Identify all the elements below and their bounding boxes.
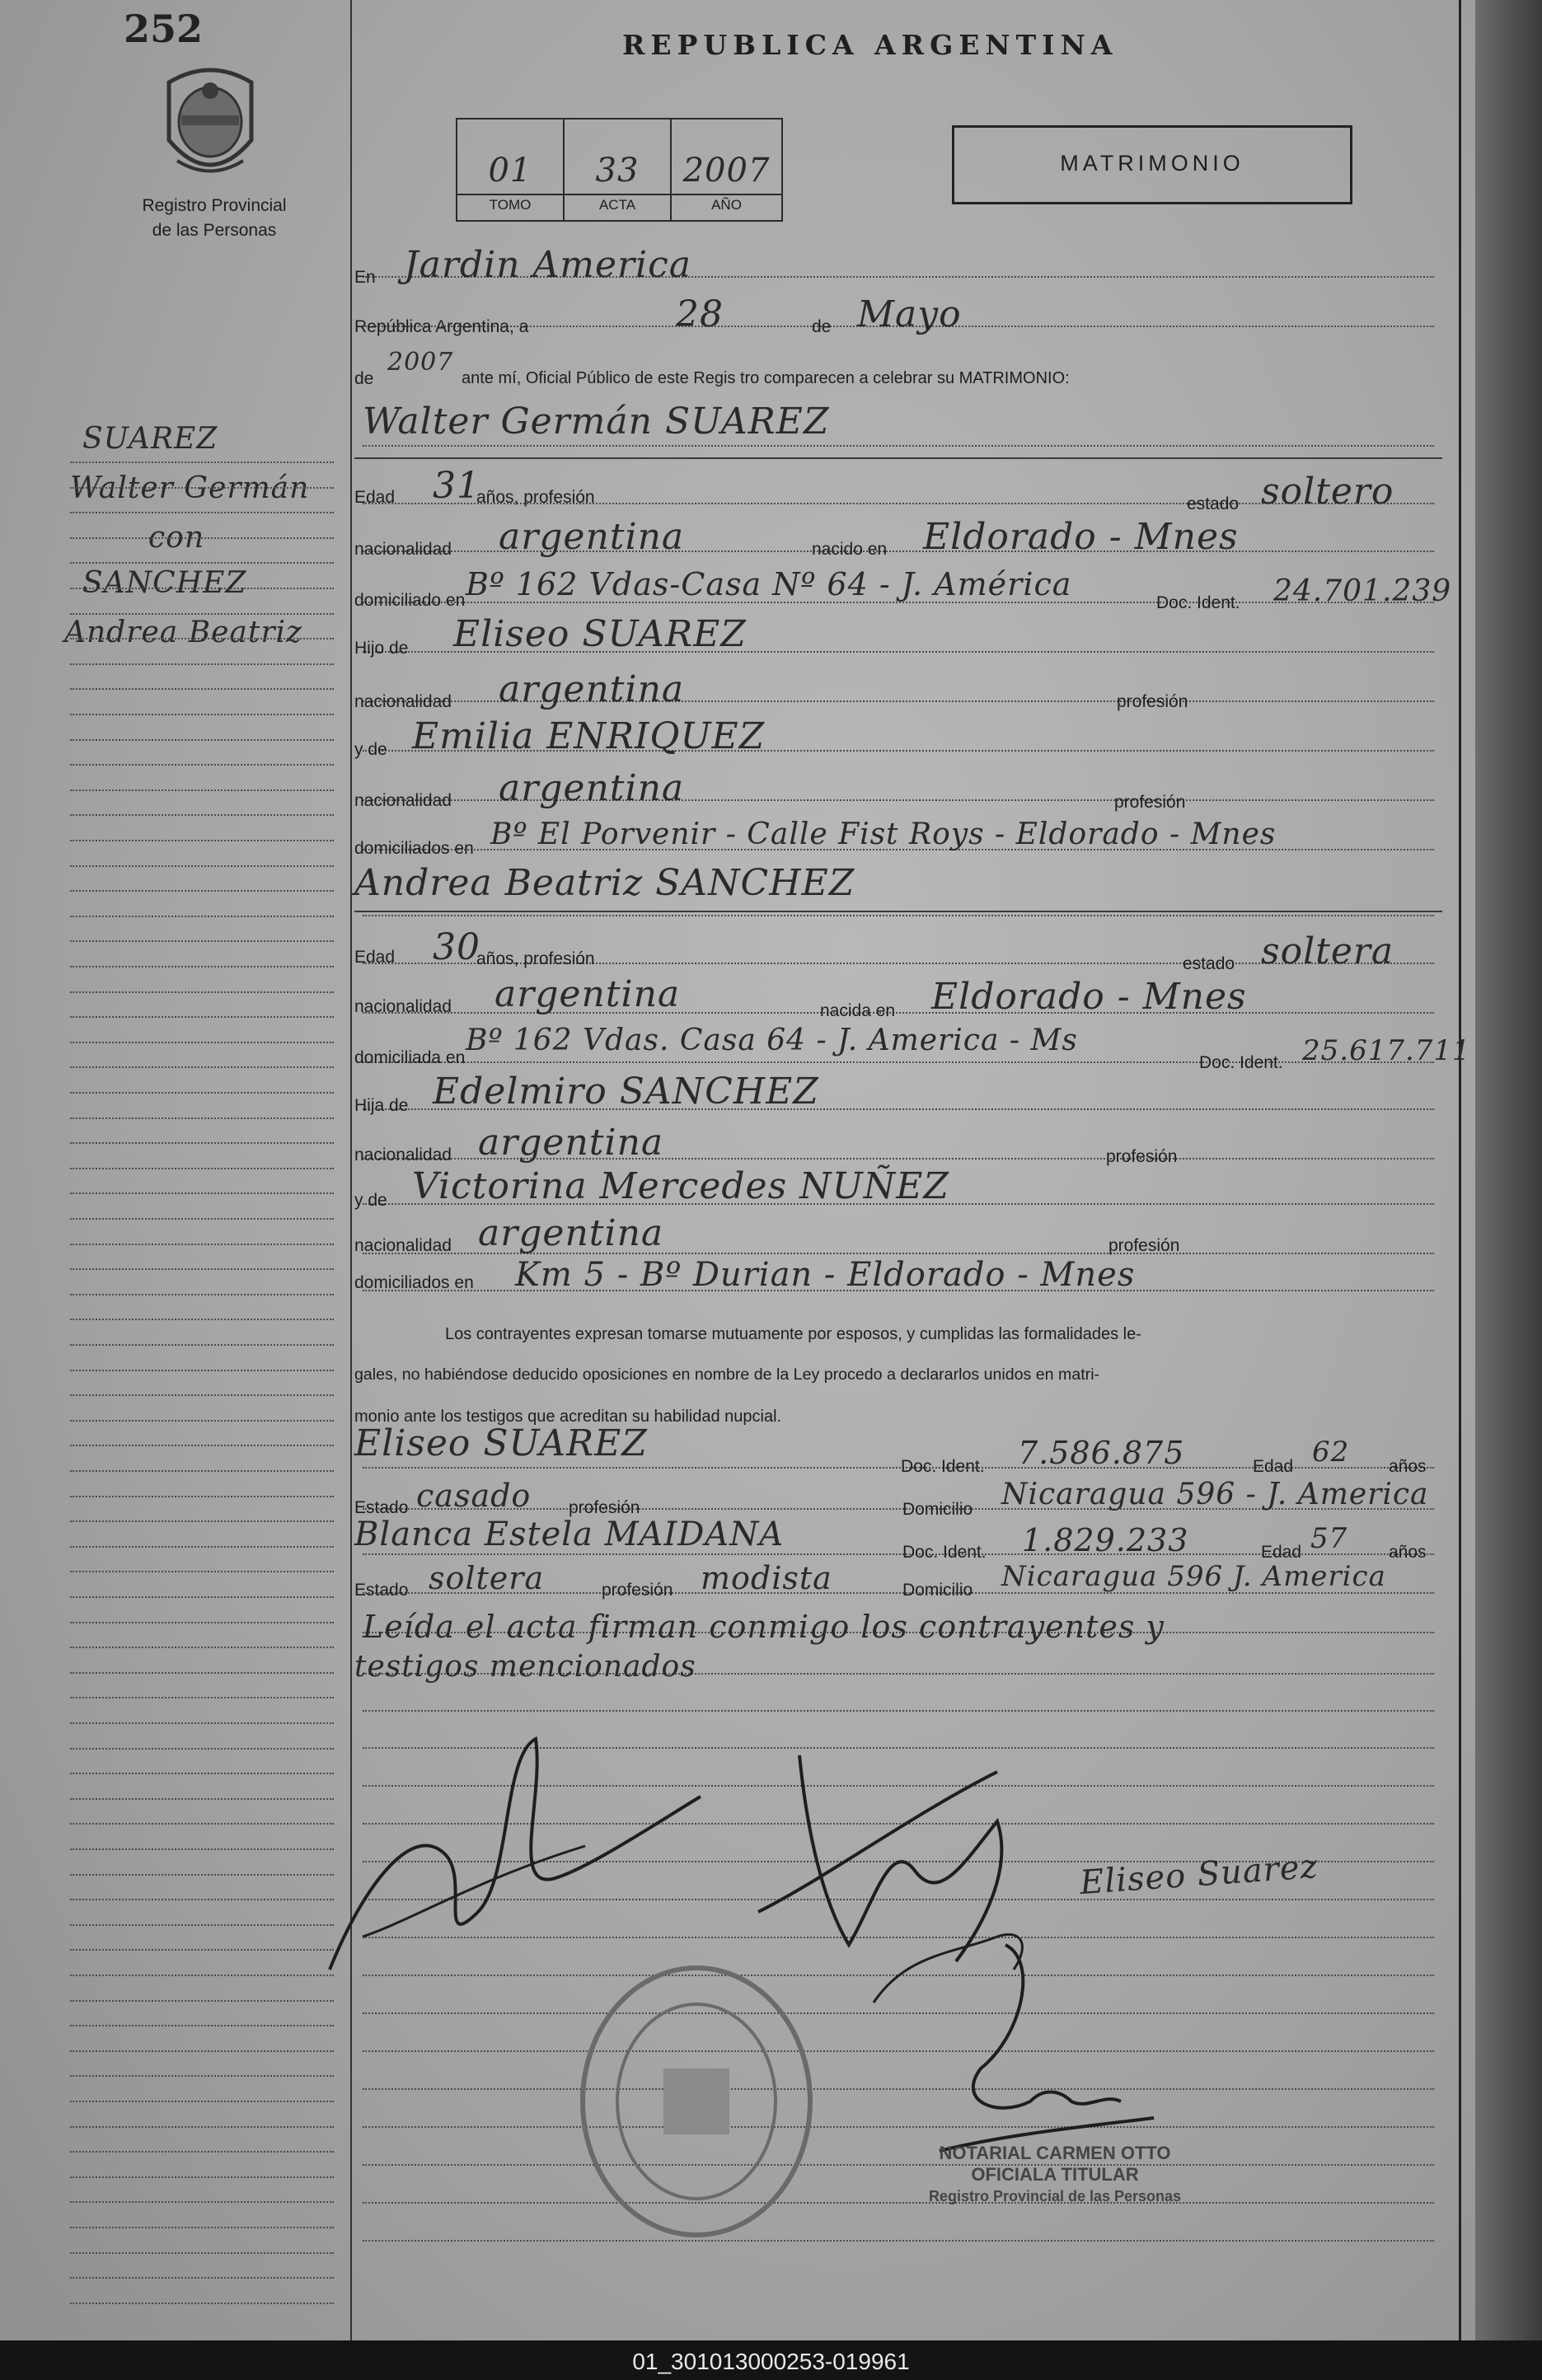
left-rule-line	[70, 1470, 334, 1472]
left-rule-line	[70, 1848, 334, 1850]
officer-stamp	[882, 2143, 1228, 2207]
left-rule-line	[70, 1344, 334, 1346]
groom-status: soltero	[1261, 471, 1394, 513]
left-rule-line	[70, 1168, 334, 1169]
main-rule-line	[363, 915, 1434, 916]
label-doc-witness2: Doc. Ident.	[902, 1543, 987, 1562]
margin-surname-bride: SANCHEZ	[82, 566, 247, 600]
label-estado-groom: estado	[1187, 494, 1240, 513]
left-rule-line	[70, 588, 334, 589]
left-rule-line	[70, 1697, 334, 1698]
left-rule-line	[70, 2126, 334, 2128]
groom-address: Bº 162 Vdas-Casa Nº 64 - J. América	[466, 566, 1072, 602]
witness1-address: Nicaragua 596 - J. America	[1001, 1478, 1429, 1511]
label-nacionalidad-bride-mother: nacionalidad	[354, 1236, 452, 1255]
left-rule-line	[70, 1192, 334, 1194]
stamp-line-1: NOTARIAL CARMEN OTTO	[939, 2143, 1171, 2163]
witness-signature-text: Eliseo Suarez	[1078, 1847, 1319, 1903]
label-profesion-bride-father: profesión	[1106, 1147, 1178, 1166]
left-rule-line	[70, 1975, 334, 1976]
bride-mother-nationality: argentina	[478, 1212, 664, 1254]
left-rule-line	[70, 2277, 334, 2279]
groom-age: 31	[433, 465, 480, 507]
place-value: Jardin America	[404, 244, 691, 286]
label-domiciliados-groom: domiciliados en	[354, 839, 474, 858]
stamp-line-2: OFICIALA TITULAR	[971, 2164, 1139, 2185]
bride-nationality: argentina	[494, 973, 681, 1015]
acta-label: ACTA	[598, 197, 636, 213]
month-value: Mayo	[857, 293, 962, 335]
bride-father: Edelmiro SANCHEZ	[433, 1071, 819, 1113]
left-rule-line	[70, 512, 334, 513]
left-rule-line	[70, 688, 334, 690]
label-doc-bride: Doc. Ident.	[1199, 1053, 1283, 1072]
act-type: MATRIMONIO	[1060, 151, 1244, 176]
section-divider	[354, 911, 1442, 912]
coat-of-arms-icon	[152, 58, 268, 190]
left-rule-line	[70, 2303, 334, 2304]
groom-father: Eliseo SUAREZ	[453, 613, 747, 655]
label-anos-profesion-bride: años, profesión	[476, 949, 595, 968]
official-seal-icon	[577, 1961, 816, 2242]
witness1-name: Eliseo SUAREZ	[354, 1422, 648, 1464]
left-rule-line	[70, 1218, 334, 1220]
left-rule-line	[70, 1773, 334, 1774]
label-anos-profesion-groom: años, profesión	[476, 488, 595, 507]
left-rule-line	[70, 1445, 334, 1446]
signature-groom	[313, 1722, 725, 1994]
left-rule-line	[70, 865, 334, 867]
left-rule-line	[70, 1949, 334, 1951]
bride-address: Bº 162 Vdas. Casa 64 - J. America - Ms	[466, 1024, 1078, 1057]
label-edad-groom: Edad	[354, 488, 396, 507]
left-rule-line	[70, 487, 334, 489]
margin-surname-groom: SUAREZ	[82, 422, 218, 456]
witness2-profession: modista	[701, 1560, 832, 1596]
witness1-status: casado	[416, 1478, 532, 1514]
label-anos-witness1: años	[1389, 1457, 1427, 1476]
left-rule-line	[70, 1420, 334, 1422]
left-rule-line	[70, 1672, 334, 1674]
year-value: 2007	[387, 348, 454, 377]
closing-line-2: testigos mencionados	[354, 1650, 696, 1684]
left-rule-line	[70, 1117, 334, 1119]
left-rule-line	[70, 739, 334, 741]
groom-name: Walter Germán SUAREZ	[363, 401, 830, 443]
left-rule-line	[70, 1748, 334, 1750]
left-rule-line	[70, 1596, 334, 1598]
left-rule-line	[70, 1722, 334, 1724]
left-rule-line	[70, 638, 334, 640]
main-rule-line	[363, 445, 1434, 447]
label-edad-witness1: Edad	[1253, 1457, 1294, 1476]
witness2-age: 57	[1310, 1522, 1348, 1555]
day-value: 28	[676, 293, 724, 335]
right-page-border	[1459, 0, 1461, 2340]
left-rule-line	[70, 1244, 334, 1245]
label-edad-witness2: Edad	[1261, 1543, 1302, 1562]
label-hija-de: Hija de	[354, 1096, 409, 1115]
label-nacida-en: nacida en	[820, 1001, 896, 1020]
registry-line-2: de las Personas	[152, 221, 277, 240]
label-nacionalidad-groom-mother: nacionalidad	[354, 791, 452, 810]
left-rule-line	[70, 1394, 334, 1396]
left-rule-line	[70, 2075, 334, 2077]
closing-line-1: Leída el acta firman conmigo los contrayentes y	[363, 1609, 1165, 1645]
left-rule-line	[70, 966, 334, 967]
margin-con: con	[148, 521, 205, 555]
left-rule-line	[70, 1924, 334, 1926]
bride-parents-address: Km 5 - Bº Durian - Eldorado - Mnes	[515, 1256, 1136, 1294]
label-nacionalidad-bride: nacionalidad	[354, 997, 452, 1016]
margin-given-groom: Walter Germán	[70, 471, 310, 505]
left-rule-line	[70, 1268, 334, 1270]
left-rule-line	[70, 1319, 334, 1320]
label-anos-witness2: años	[1389, 1543, 1427, 1562]
groom-birthplace: Eldorado - Mnes	[923, 516, 1239, 558]
left-rule-line	[70, 461, 334, 463]
left-rule-line	[70, 1546, 334, 1548]
left-rule-line	[70, 714, 334, 715]
record-number-box	[456, 118, 783, 222]
label-domiciliada-en: domiciliada en	[354, 1048, 466, 1067]
left-rule-line	[70, 1899, 334, 1900]
left-rule-line	[70, 1092, 334, 1094]
label-estado-witness2: Estado	[354, 1581, 409, 1600]
left-rule-line	[70, 663, 334, 665]
witness1-age: 62	[1312, 1436, 1350, 1469]
left-rule-line	[70, 1042, 334, 1043]
groom-nationality: argentina	[499, 516, 685, 558]
label-domiciliado-en: domiciliado en	[354, 591, 466, 610]
registry-line-1: Registro Provincial	[142, 196, 287, 215]
left-rule-line	[70, 1520, 334, 1522]
witness2-name: Blanca Estela MAIDANA	[354, 1516, 785, 1553]
label-estado-witness1: Estado	[354, 1498, 409, 1517]
left-rule-line	[70, 2201, 334, 2203]
act-type-box	[952, 125, 1352, 204]
box-label-rule	[457, 194, 781, 195]
left-rule-line	[70, 2151, 334, 2153]
groom-parents-address: Bº El Porvenir - Calle Fist Roys - Eldorado - Mnes	[490, 818, 1277, 851]
left-rule-line	[70, 1823, 334, 1825]
declaration-line-2: gales, no habiéndose deducido oposiciones en nombre de la Ley procedo a declararlos unidos en matri-	[354, 1366, 1100, 1384]
left-rule-line	[70, 613, 334, 615]
left-rule-line	[70, 1622, 334, 1623]
ano-label: AÑO	[711, 197, 742, 213]
groom-father-nationality: argentina	[499, 668, 685, 710]
bride-father-nationality: argentina	[478, 1122, 664, 1164]
page-spine-shadow	[1475, 0, 1542, 2340]
label-y-de-bride: y de	[354, 1191, 387, 1210]
left-rule-line	[70, 1066, 334, 1068]
left-rule-line	[70, 2000, 334, 2002]
label-hijo-de: Hijo de	[354, 639, 409, 658]
label-nacido-en: nacido en	[812, 540, 888, 559]
label-domicilio-witness2: Domicilio	[902, 1581, 973, 1600]
left-rule-line	[70, 1016, 334, 1018]
label-y-de-groom: y de	[354, 740, 387, 759]
bride-mother: Victorina Mercedes NUÑEZ	[412, 1165, 949, 1207]
witness2-doc: 1.829.233	[1022, 1522, 1189, 1558]
left-rule-line	[70, 1370, 334, 1371]
left-rule-line	[70, 562, 334, 564]
bride-name: Andrea Beatriz SANCHEZ	[354, 862, 855, 904]
left-rule-line	[70, 2025, 334, 2026]
stamp-line-3: Registro Provincial de las Personas	[928, 2188, 1182, 2204]
left-rule-line	[70, 1798, 334, 1800]
main-rule-line	[363, 1710, 1434, 1712]
bride-age: 30	[433, 926, 480, 968]
page-number: 252	[124, 7, 204, 51]
label-de: de	[812, 317, 832, 336]
margin-given-bride: Andrea Beatriz	[64, 616, 303, 649]
left-rule-line	[70, 537, 334, 539]
label-republica: República Argentina, a	[354, 317, 529, 336]
label-profesion-groom-mother: profesión	[1114, 793, 1186, 812]
left-rule-line	[70, 1571, 334, 1572]
label-domicilio-witness1: Domicilio	[902, 1500, 973, 1519]
acta-value: 33	[595, 152, 640, 190]
main-rule-line	[363, 2088, 1434, 2090]
witness2-address: Nicaragua 596 J. America	[1001, 1560, 1386, 1593]
label-profesion-witness1: profesión	[569, 1498, 640, 1517]
signature-officer	[907, 1928, 1179, 2176]
tomo-label: TOMO	[489, 197, 532, 213]
section-divider	[354, 457, 1442, 459]
declaration-line-1: Los contrayentes expresan tomarse mutuamente por esposos, y cumplidas las formalidades le-	[445, 1325, 1141, 1343]
ano-value: 2007	[682, 152, 771, 190]
label-nacionalidad-groom-father: nacionalidad	[354, 692, 452, 711]
left-rule-line	[70, 2252, 334, 2254]
left-rule-line	[70, 840, 334, 841]
left-rule-line	[70, 2050, 334, 2052]
label-profesion-bride-mother: profesión	[1108, 1236, 1180, 1255]
main-rule-line	[363, 2240, 1434, 2242]
label-doc-witness1: Doc. Ident.	[901, 1457, 985, 1476]
label-nacionalidad-bride-father: nacionalidad	[354, 1145, 452, 1164]
left-rule-line	[70, 940, 334, 942]
left-rule-line	[70, 991, 334, 993]
witness1-doc: 7.586.875	[1018, 1435, 1185, 1471]
left-rule-line	[70, 2227, 334, 2228]
left-rule-line	[70, 814, 334, 816]
bride-status: soltera	[1261, 930, 1394, 972]
label-en: En	[354, 268, 376, 287]
label-domiciliados-bride: domiciliados en	[354, 1273, 474, 1292]
left-rule-line	[70, 1294, 334, 1295]
country-heading: REPUBLICA ARGENTINA	[622, 29, 1118, 61]
groom-mother: Emilia ENRIQUEZ	[412, 715, 766, 757]
left-rule-line	[70, 890, 334, 892]
label-nacionalidad-groom: nacionalidad	[354, 540, 452, 559]
left-rule-line	[70, 789, 334, 791]
label-doc-groom: Doc. Ident.	[1156, 593, 1240, 612]
left-rule-line	[70, 1647, 334, 1648]
label-de-year: de	[354, 369, 374, 388]
label-profesion-witness2: profesión	[602, 1581, 673, 1600]
label-ante-mi: ante mí, Oficial Público de este Regis tro comparecen a celebrar su MATRIMONIO:	[462, 369, 1070, 387]
left-rule-line	[70, 1496, 334, 1497]
groom-doc: 24.701.239	[1273, 574, 1452, 608]
scan-filename: 01_301013000253-019961	[632, 2349, 910, 2374]
left-rule-line	[70, 916, 334, 917]
witness2-status: soltera	[429, 1560, 545, 1596]
bride-birthplace: Eldorado - Mnes	[931, 976, 1247, 1018]
left-rule-line	[70, 2101, 334, 2102]
left-rule-line	[70, 764, 334, 766]
main-rule-line	[363, 2126, 1434, 2128]
label-estado-bride: estado	[1183, 954, 1235, 973]
tomo-value: 01	[488, 152, 532, 190]
left-rule-line	[70, 2176, 334, 2178]
declaration-line-3: monio ante los testigos que acreditan su habilidad nupcial.	[354, 1408, 782, 1426]
left-rule-line	[70, 1142, 334, 1144]
groom-mother-nationality: argentina	[499, 767, 685, 809]
label-edad-bride: Edad	[354, 948, 396, 967]
bride-doc: 25.617.711	[1302, 1034, 1471, 1067]
left-rule-line	[70, 1874, 334, 1876]
label-profesion-groom-father: profesión	[1117, 692, 1188, 711]
